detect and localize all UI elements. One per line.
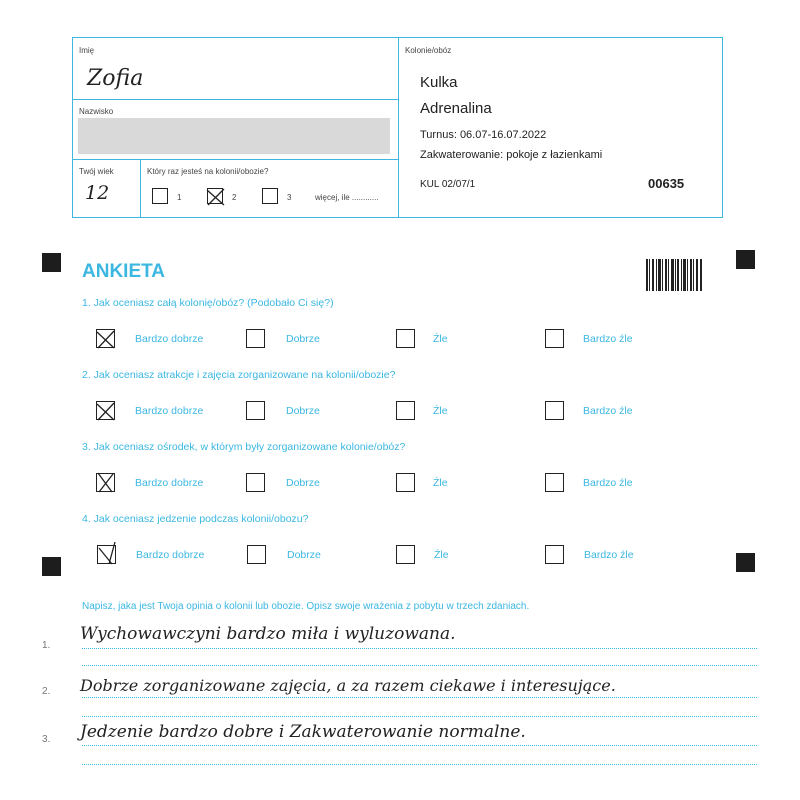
q1-option-zle: Źle <box>433 333 448 345</box>
q1-option-bardzo-dobrze: Bardzo dobrze <box>135 333 204 345</box>
q4-option-zle: Źle <box>434 549 449 561</box>
divider-age <box>140 159 141 217</box>
q3-checkbox-bardzo-zle[interactable] <box>545 473 564 492</box>
writing-line-1 <box>82 648 757 649</box>
surname-label: Nazwisko <box>79 107 114 116</box>
q1-checkbox-bardzo-dobrze[interactable] <box>96 329 115 348</box>
opinion-line-1[interactable]: Wychowawczyni bardzo miła i wyluzowana. <box>80 624 456 644</box>
alignment-marker-bottom-left <box>42 557 61 576</box>
q4-option-bardzo-dobrze: Bardzo dobrze <box>136 549 205 561</box>
divider-name <box>73 99 398 100</box>
writing-line-1b <box>82 665 757 666</box>
camp-code: KUL 02/07/1 <box>420 179 476 190</box>
q2-checkbox-dobrze[interactable] <box>246 401 265 420</box>
q4-checkbox-bardzo-dobrze[interactable] <box>97 545 116 564</box>
q4-checkbox-dobrze[interactable] <box>247 545 266 564</box>
form-number: 00635 <box>648 176 685 191</box>
q4-option-bardzo-zle: Bardzo źle <box>584 549 634 561</box>
alignment-marker-top-left <box>42 253 61 272</box>
check-mark-icon <box>206 185 226 207</box>
question-4: 4. Jak oceniasz jedzenie podczas kolonii/obozu? <box>82 513 309 525</box>
writing-line-2b <box>82 716 757 717</box>
opinion-line-number-3: 3. <box>42 734 51 745</box>
q3-checkbox-zle[interactable] <box>396 473 415 492</box>
opinion-line-number-1: 1. <box>42 640 51 651</box>
visit-checkbox-1[interactable] <box>152 188 168 204</box>
survey-title: ANKIETA <box>82 261 166 282</box>
q1-checkbox-bardzo-zle[interactable] <box>545 329 564 348</box>
visit-checkbox-3[interactable] <box>262 188 278 204</box>
alignment-marker-top-right <box>736 250 755 269</box>
opinion-line-2[interactable]: Dobrze zorganizowane zajęcia, a za razem ciekawe i interesujące. <box>80 676 616 695</box>
q1-checkbox-zle[interactable] <box>396 329 415 348</box>
writing-line-2 <box>82 697 757 698</box>
writing-line-3 <box>82 745 757 746</box>
q1-option-bardzo-zle: Bardzo źle <box>583 333 633 345</box>
q2-option-bardzo-dobrze: Bardzo dobrze <box>135 405 204 417</box>
age-value[interactable]: 12 <box>85 182 110 204</box>
visit-option-1: 1 <box>177 193 182 202</box>
turn-info: Turnus: 06.07-16.07.2022 <box>420 129 547 141</box>
writing-line-3b <box>82 764 757 765</box>
q1-checkbox-dobrze[interactable] <box>246 329 265 348</box>
surname-redacted-field <box>78 118 390 154</box>
q3-checkbox-bardzo-dobrze[interactable] <box>96 473 115 492</box>
camp-name: Kulka <box>420 74 458 91</box>
visit-more-label: więcej, ile ............ <box>315 193 379 202</box>
opinion-prompt: Napisz, jaka jest Twoja opinia o kolonii lub obozie. Opisz swoje wrażenia z pobytu w trzech zdaniach. <box>82 601 530 612</box>
question-2: 2. Jak oceniasz atrakcje i zajęcia zorganizowane na kolonii/obozie? <box>82 369 396 381</box>
q4-checkbox-zle[interactable] <box>396 545 415 564</box>
question-3: 3. Jak oceniasz ośrodek, w którym były zorganizowane kolonie/obóz? <box>82 441 406 453</box>
age-label: Twój wiek <box>79 167 114 176</box>
visit-option-3: 3 <box>287 193 292 202</box>
check-mark-icon <box>95 326 117 350</box>
q2-checkbox-bardzo-zle[interactable] <box>545 401 564 420</box>
opinion-line-number-2: 2. <box>42 686 51 697</box>
camp-label: Kolonie/obóz <box>405 46 452 55</box>
q3-option-dobrze: Dobrze <box>286 477 320 489</box>
q2-checkbox-zle[interactable] <box>396 401 415 420</box>
q3-option-zle: Źle <box>433 477 448 489</box>
q2-option-zle: Źle <box>433 405 448 417</box>
name-label: Imię <box>79 46 95 55</box>
visit-checkbox-2[interactable] <box>207 188 223 204</box>
visits-label: Który raz jesteś na kolonii/obozie? <box>147 167 269 176</box>
header-divider <box>398 38 399 217</box>
barcode-icon <box>646 259 702 291</box>
name-value[interactable]: Zofia <box>87 66 144 91</box>
header-form <box>72 37 723 218</box>
divider-surname <box>73 159 398 160</box>
q4-option-dobrze: Dobrze <box>287 549 321 561</box>
q3-checkbox-dobrze[interactable] <box>246 473 265 492</box>
check-mark-icon <box>95 470 117 494</box>
visit-option-2: 2 <box>232 193 237 202</box>
alignment-marker-bottom-right <box>736 553 755 572</box>
q2-checkbox-bardzo-dobrze[interactable] <box>96 401 115 420</box>
q3-option-bardzo-dobrze: Bardzo dobrze <box>135 477 204 489</box>
accommodation-info: Zakwaterowanie: pokoje z łazienkami <box>420 149 603 161</box>
q3-option-bardzo-zle: Bardzo źle <box>583 477 633 489</box>
q4-checkbox-bardzo-zle[interactable] <box>545 545 564 564</box>
opinion-line-3[interactable]: Jedzenie bardzo dobre i Zakwaterowanie normalne. <box>80 722 526 742</box>
check-mark-icon <box>96 542 118 568</box>
check-mark-icon <box>95 398 117 422</box>
question-1: 1. Jak oceniasz całą kolonię/obóz? (Podobało Ci się?) <box>82 297 334 309</box>
q2-option-bardzo-zle: Bardzo źle <box>583 405 633 417</box>
q2-option-dobrze: Dobrze <box>286 405 320 417</box>
camp-subname: Adrenalina <box>420 100 492 117</box>
q1-option-dobrze: Dobrze <box>286 333 320 345</box>
